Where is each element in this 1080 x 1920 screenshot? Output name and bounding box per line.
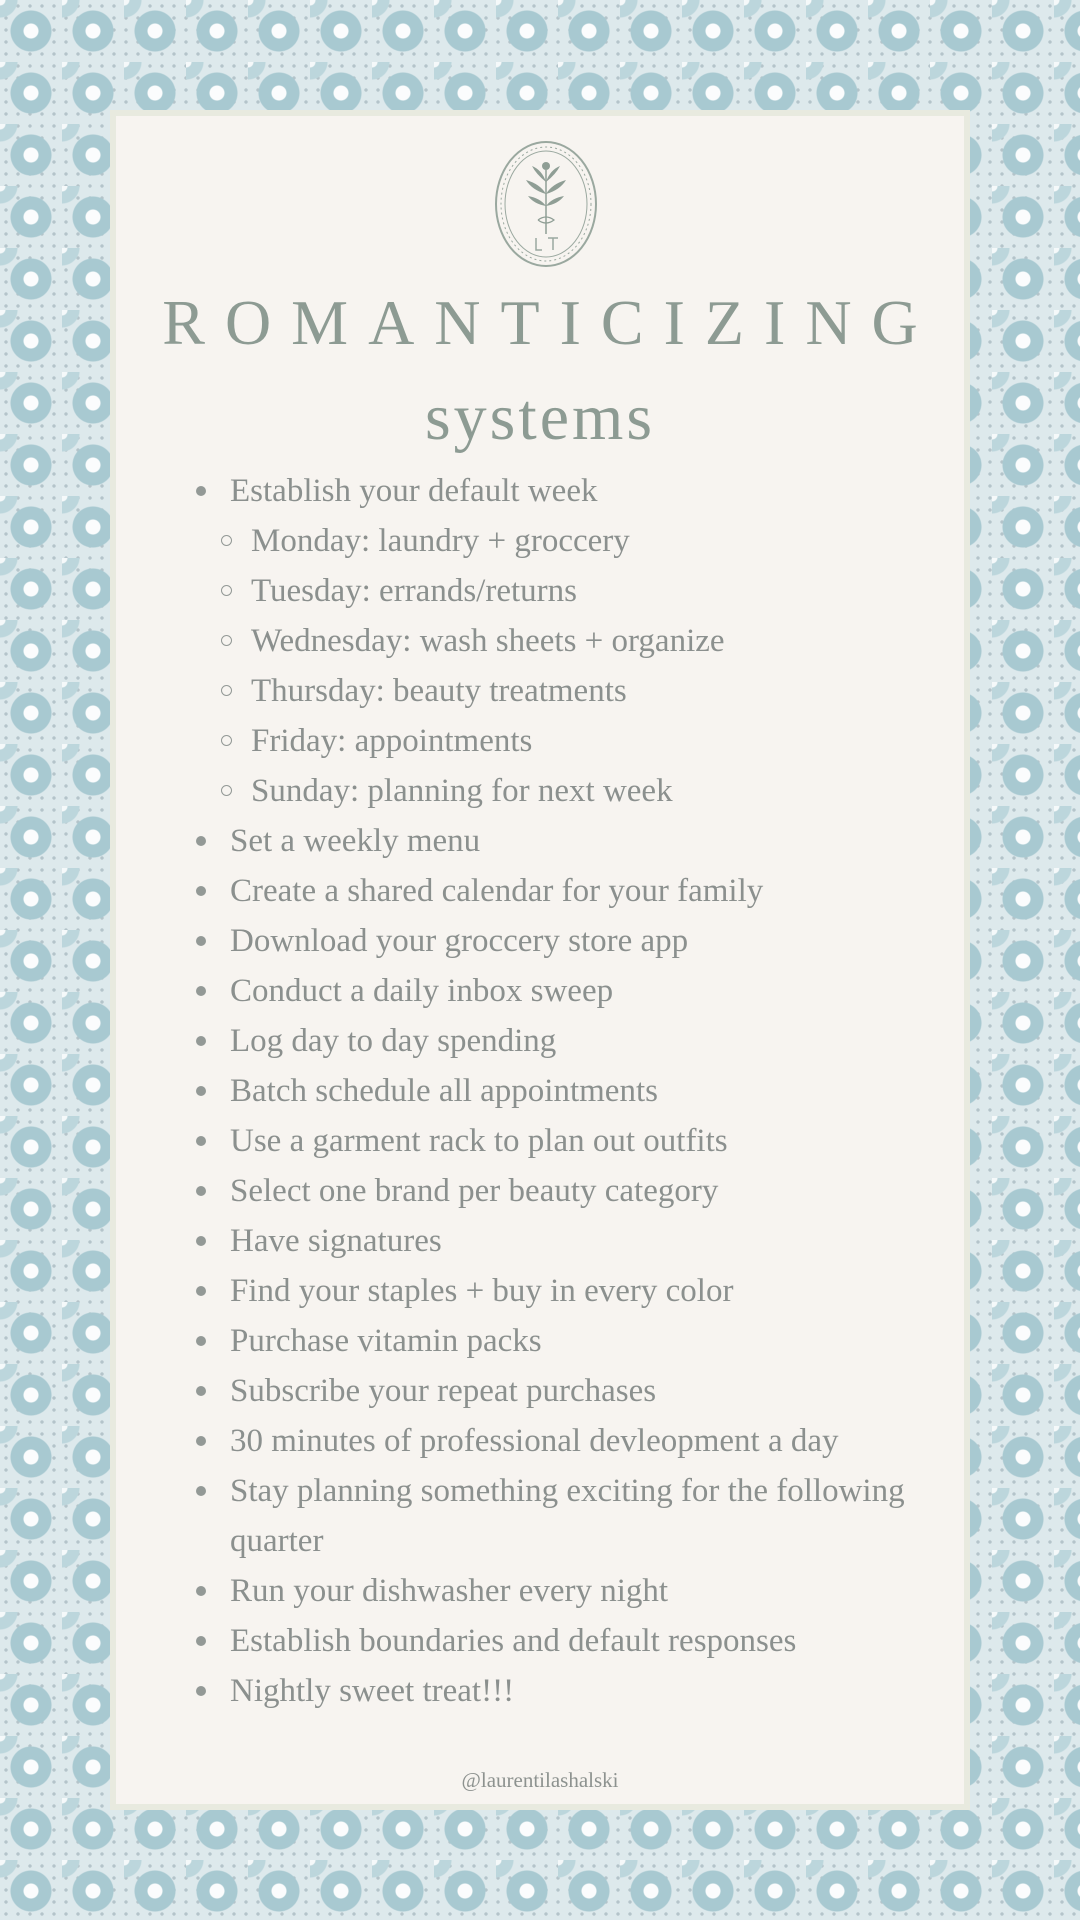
- list-item: [190, 1266, 950, 1316]
- list-item: [190, 916, 950, 966]
- bullet-dot-icon: [196, 1636, 206, 1646]
- sub-list-item-text: Thursday: beauty treatments: [251, 673, 627, 709]
- list-item: [190, 1066, 950, 1116]
- list-item: [190, 1166, 950, 1216]
- bullet-dot-icon: [196, 1436, 206, 1446]
- list-item-text: Establish your default week: [230, 473, 598, 509]
- list-item: [190, 1416, 950, 1466]
- list-item: [190, 1666, 950, 1716]
- bullet-dot-icon: [196, 1186, 206, 1196]
- bullet-circle-icon: [221, 585, 232, 596]
- list-item-text: Download your groccery store app: [230, 923, 689, 959]
- list-item-text: Run your dishwasher every night: [230, 1573, 669, 1609]
- sub-list-item-text: Tuesday: errands/returns: [251, 573, 577, 609]
- list-item: [190, 1366, 950, 1416]
- sub-list-item: [190, 766, 950, 816]
- bullet-dot-icon: [196, 886, 206, 896]
- list-item: [190, 816, 950, 866]
- list-item-text: Use a garment rack to plan out outfits: [230, 1123, 728, 1159]
- list-item-text: Set a weekly menu: [230, 823, 481, 859]
- social-handle: @laurentilashalski: [461, 1768, 619, 1792]
- bullet-dot-icon: [196, 1086, 206, 1096]
- bullet-circle-icon: [221, 785, 232, 796]
- bullet-dot-icon: [196, 1686, 206, 1696]
- sub-list: [190, 516, 950, 816]
- sub-list-item: [190, 566, 950, 616]
- list-item: [190, 466, 950, 516]
- list-item: [190, 1616, 950, 1666]
- sub-list-item-text: Sunday: planning for next week: [251, 773, 673, 809]
- bullet-dot-icon: [196, 1036, 206, 1046]
- list-item-text: Log day to day spending: [230, 1023, 557, 1059]
- sub-list-item: [190, 716, 950, 766]
- list-item-text: Establish boundaries and default responses: [230, 1623, 797, 1659]
- bullet-dot-icon: [196, 1386, 206, 1396]
- list-item-text: Stay planning something exciting for the following quarter: [230, 1473, 905, 1559]
- sub-list-item-text: Wednesday: wash sheets + organize: [251, 623, 725, 659]
- sub-list-item: [190, 666, 950, 716]
- list-item: [190, 966, 950, 1016]
- systems-list: [190, 466, 950, 1716]
- list-item-text: Have signatures: [230, 1223, 442, 1259]
- bullet-dot-icon: [196, 1586, 206, 1596]
- bullet-dot-icon: [196, 936, 206, 946]
- list-item-text: 30 minutes of professional devleopment a day: [230, 1423, 839, 1459]
- list-item: [190, 1116, 950, 1166]
- list-item-text: Nightly sweet treat!!!: [230, 1673, 515, 1709]
- list-item: [190, 866, 950, 916]
- sub-list-item: [190, 516, 950, 566]
- bullet-dot-icon: [196, 1136, 206, 1146]
- monogram-crest-icon: [492, 138, 600, 270]
- list-item-text: Batch schedule all appointments: [230, 1073, 658, 1109]
- list-item: [190, 1566, 950, 1616]
- bullet-circle-icon: [221, 535, 232, 546]
- bullet-dot-icon: [196, 986, 206, 996]
- list-item-text: Create a shared calendar for your family: [230, 873, 764, 909]
- content-card: [110, 110, 970, 1810]
- bullet-dot-icon: [196, 1336, 206, 1346]
- bullet-dot-icon: [196, 1486, 206, 1496]
- bullet-dot-icon: [196, 1286, 206, 1296]
- bullet-dot-icon: [196, 836, 206, 846]
- list-item: [190, 1316, 950, 1366]
- list-item: [190, 1016, 950, 1066]
- bullet-circle-icon: [221, 685, 232, 696]
- sub-list-item-text: Monday: laundry + groccery: [251, 523, 630, 559]
- bullet-dot-icon: [196, 1236, 206, 1246]
- sub-list-item-text: Friday: appointments: [251, 723, 533, 759]
- list-item-text: Conduct a daily inbox sweep: [230, 973, 614, 1009]
- bullet-list: [190, 466, 950, 1716]
- bullet-circle-icon: [221, 635, 232, 646]
- list-item-text: Find your staples + buy in every color: [230, 1273, 734, 1309]
- list-item: [190, 1216, 950, 1266]
- list-item-text: Subscribe your repeat purchases: [230, 1373, 657, 1409]
- list-item: [190, 1466, 950, 1566]
- page-title: ROMANTICIZING: [162, 287, 938, 358]
- sub-list-item: [190, 616, 950, 666]
- list-item-text: Purchase vitamin packs: [230, 1323, 542, 1359]
- list-item-text: Select one brand per beauty category: [230, 1173, 719, 1209]
- bullet-dot-icon: [196, 486, 206, 496]
- bullet-circle-icon: [221, 735, 232, 746]
- page-subtitle: systems: [424, 381, 656, 454]
